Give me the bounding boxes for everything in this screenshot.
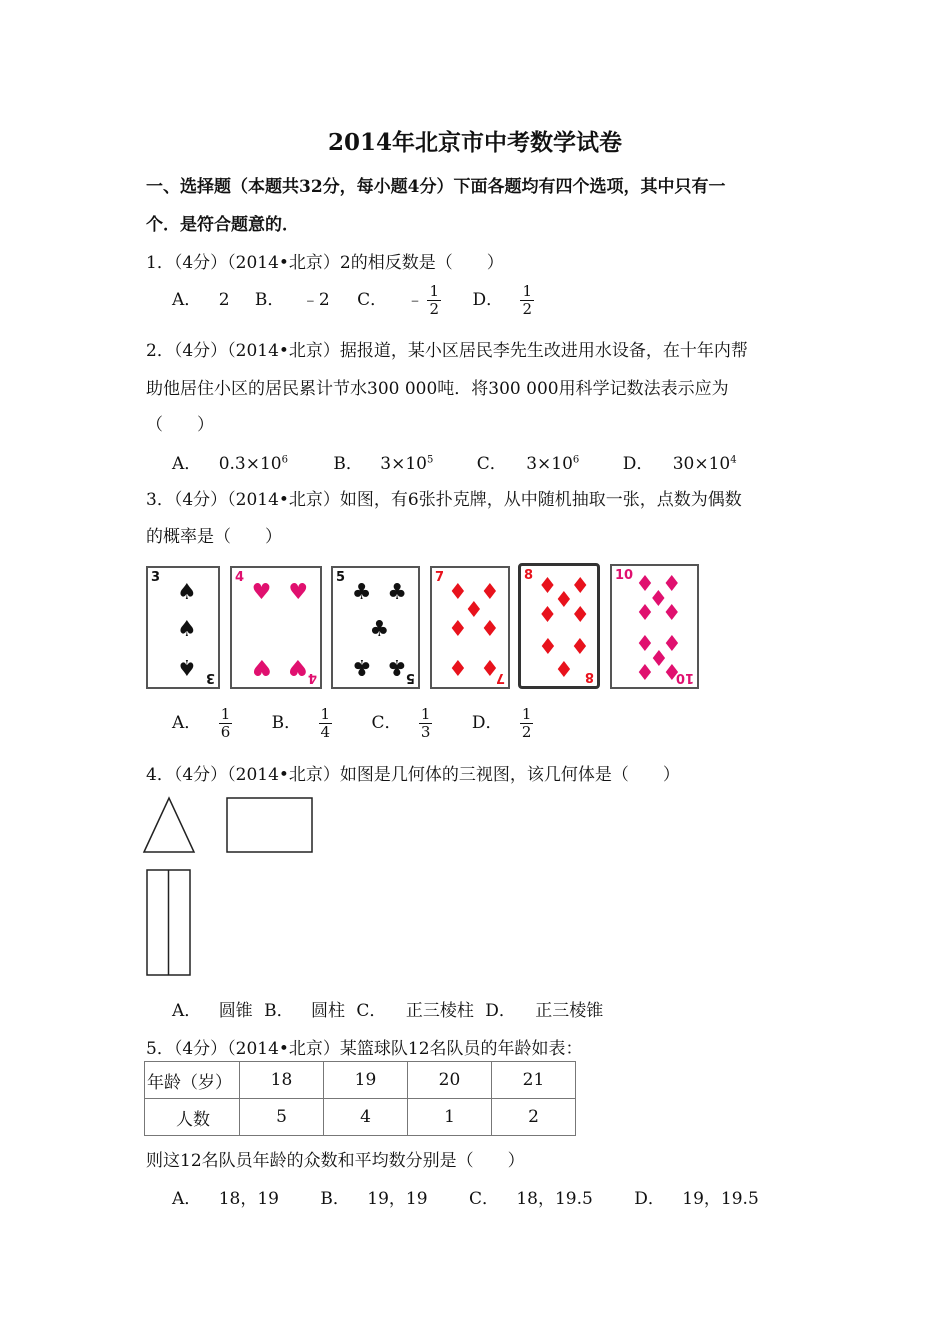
playing-card-4	[230, 566, 322, 689]
q5-option-a: 18，19	[218, 1189, 279, 1209]
three-view-drawing	[140, 794, 320, 980]
table-cell: 20	[408, 1062, 492, 1099]
side-view-rectangle	[227, 798, 312, 852]
card-suit-icon: ♦	[661, 629, 682, 654]
table-row	[145, 1062, 576, 1099]
front-view-triangle	[144, 798, 194, 852]
fraction-numerator: 1	[220, 705, 231, 723]
q2-option-d-exponent: 4	[730, 454, 737, 466]
q3-option-c-fraction	[419, 706, 433, 741]
card-suit-icon: ♠	[177, 654, 197, 680]
card-suit-icon: ♦	[635, 600, 655, 626]
card-rank: 7	[435, 570, 445, 585]
q4-option-d-label: D．	[485, 1001, 516, 1021]
card-rank: 10	[615, 568, 634, 583]
card-rank-bottom: 8	[584, 669, 594, 684]
q2-option-b-base: 3×10	[380, 454, 427, 474]
q3-option-d-label: D．	[471, 713, 503, 733]
fraction-denominator: 2	[522, 300, 533, 318]
q2-option-b-label: B．	[333, 454, 363, 474]
q4-option-c-label: C．	[356, 1001, 387, 1021]
card-suit-icon: ♦	[480, 654, 500, 680]
table-cell: 5	[240, 1099, 324, 1136]
fraction-numerator: 1	[320, 705, 331, 723]
card-suit-icon: ♦	[537, 574, 558, 600]
table-cell: 18	[240, 1062, 324, 1099]
table-cell: 4	[324, 1099, 408, 1136]
fraction-denominator: 2	[521, 723, 532, 741]
section-heading-line1: 一、选择题（本题共32分，每小题4分）下面各题均有四个选项，其中只有一	[146, 177, 726, 197]
table-row	[145, 1099, 576, 1136]
card-suit-icon: ♦	[464, 598, 484, 624]
card-rank: 4	[235, 570, 245, 585]
card-suit-icon: ♥	[288, 579, 309, 605]
card-suit-icon: ♦	[537, 603, 558, 629]
fraction-denominator: 3	[420, 723, 431, 741]
card-suit-icon: ♦	[570, 632, 591, 658]
card-suit-icon: ♦	[448, 654, 468, 680]
card-rank-bottom: 7	[495, 670, 505, 685]
q1-option-d-label: D．	[472, 290, 504, 310]
card-rank-bottom: 10	[675, 670, 694, 685]
q2-option-a-exponent: 6	[281, 454, 288, 466]
card-rank-bottom: 3	[205, 670, 215, 685]
q1-option-d-fraction	[520, 283, 534, 318]
q4-option-b: 圆柱	[311, 1001, 345, 1021]
table-cell: 2	[492, 1099, 576, 1136]
card-rank: 5	[336, 570, 346, 585]
card-suit-icon: ♦	[635, 571, 655, 597]
page-title: 2014年北京市中考数学试卷	[327, 129, 622, 156]
q1-option-b-label: B．	[254, 290, 285, 310]
q3-option-b-fraction	[319, 706, 333, 741]
q2-option-a-base: 0.3×10	[218, 454, 282, 474]
fraction-numerator: 1	[521, 705, 532, 723]
card-suit-icon: ♥	[288, 654, 309, 680]
card-suit-icon: ♥	[251, 654, 272, 680]
playing-card-8	[518, 563, 600, 689]
q2-line1: 2．（4分）（2014•北京）据报道，某小区居民李先生改进用水设备，在十年内帮	[146, 341, 748, 361]
card-suit-icon: ♣	[369, 616, 390, 642]
card-rank-bottom: 5	[405, 670, 415, 685]
q5-question: 则这12名队员年龄的众数和平均数分别是（ ）	[146, 1151, 525, 1171]
card-suit-icon: ♦	[448, 616, 468, 642]
fraction-numerator: 1	[429, 282, 440, 300]
q1-option-a-label: A．	[172, 290, 202, 310]
q5-option-a-label: A．	[172, 1189, 202, 1209]
card-suit-icon: ♣	[351, 654, 372, 680]
q5-option-c: 18，19.5	[516, 1189, 593, 1209]
q4-option-a-label: A．	[172, 1001, 202, 1021]
q2-line2: 助他居住小区的居民累计节水300 000吨．将300 000用科学记数法表示应为	[146, 379, 729, 399]
q5-stem: 5．（4分）（2014•北京）某篮球队12名队员的年龄如表：	[146, 1039, 583, 1059]
q2-line3: （ ）	[146, 415, 214, 435]
card-suit-icon: ♦	[570, 574, 591, 600]
q2-option-c-label: C．	[476, 454, 507, 474]
q2-options	[172, 449, 737, 474]
card-suit-icon: ♦	[648, 644, 669, 669]
q1-option-a: 2	[218, 290, 230, 310]
q2-option-d-base: 30×10	[672, 454, 731, 474]
q3-option-c-label: C．	[371, 713, 402, 733]
card-rank: 3	[151, 570, 161, 585]
table-header-count: 人数	[145, 1099, 240, 1136]
card-suit-icon: ♦	[554, 654, 574, 680]
q5-options	[172, 1184, 759, 1209]
q3-option-b-label: B．	[271, 713, 302, 733]
fraction-denominator: 4	[320, 723, 331, 741]
card-suit-icon: ♠	[177, 616, 197, 642]
card-suit-icon: ♦	[661, 571, 682, 597]
q1-option-b: ﹣2	[301, 290, 330, 310]
section-heading-line2: 个．是符合题意的．	[146, 215, 299, 235]
q4-stem: 4．（4分）（2014•北京）如图是几何体的三视图，该几何体是（ ）	[146, 765, 680, 785]
q2-option-c-exponent: 6	[572, 454, 580, 466]
playing-card-3	[146, 566, 220, 689]
table-cell: 21	[492, 1062, 576, 1099]
card-suit-icon: ♣	[387, 579, 408, 605]
q4-options	[172, 996, 603, 1021]
table-header-age: 年龄（岁）	[145, 1062, 240, 1099]
q4-option-d: 正三棱锥	[535, 1001, 604, 1021]
q1-stem: 1．（4分）（2014•北京）2的相反数是（ ）	[146, 253, 504, 273]
q3-options	[172, 706, 533, 741]
card-rank-bottom: 4	[307, 670, 317, 685]
card-suit-icon: ♦	[648, 586, 669, 612]
card-suit-icon: ♦	[570, 603, 591, 629]
q3-line2: 的概率是（ ）	[146, 527, 282, 547]
q5-option-d-label: D．	[634, 1189, 665, 1209]
q3-option-a-fraction	[219, 706, 233, 741]
q5-option-b: 19，19	[367, 1189, 428, 1209]
age-table	[144, 1061, 576, 1136]
card-suit-icon: ♠	[177, 579, 197, 605]
card-suit-icon: ♦	[635, 629, 655, 654]
q5-option-c-label: C．	[468, 1189, 499, 1209]
q5-option-d: 19，19.5	[682, 1189, 759, 1209]
fraction-numerator: 1	[522, 282, 533, 300]
q1-option-c-sign: ﹣	[406, 290, 424, 310]
q2-option-b-exponent: 5	[427, 454, 434, 466]
card-suit-icon: ♦	[661, 657, 682, 683]
card-suit-icon: ♦	[554, 588, 574, 614]
q5-option-b-label: B．	[320, 1189, 350, 1209]
card-suit-icon: ♣	[351, 579, 372, 605]
playing-card-7	[430, 566, 510, 689]
card-suit-icon: ♦	[635, 657, 655, 683]
q2-option-d	[673, 454, 737, 474]
card-suit-icon: ♦	[537, 632, 558, 658]
card-suit-icon: ♦	[480, 616, 500, 642]
card-suit-icon: ♣	[387, 654, 408, 680]
q4-option-a: 圆锥	[218, 1001, 253, 1021]
q3-option-a-label: A．	[172, 713, 202, 733]
card-rank: 8	[524, 568, 534, 583]
q1-option-c-label: C．	[357, 290, 388, 310]
q2-option-d-label: D．	[622, 454, 654, 474]
q2-option-c	[526, 454, 579, 474]
fraction-numerator: 1	[420, 705, 431, 723]
q2-option-c-base: 3×10	[526, 454, 573, 474]
playing-card-5	[331, 566, 420, 689]
card-suit-icon: ♦	[448, 579, 468, 605]
q3-option-d-fraction	[520, 706, 534, 741]
q1-option-c-fraction	[427, 283, 441, 318]
q2-option-a-label: A．	[172, 454, 202, 474]
q2-option-b	[380, 454, 433, 474]
q4-option-b-label: B．	[264, 1001, 294, 1021]
table-cell: 1	[408, 1099, 492, 1136]
q1-options	[172, 283, 534, 318]
playing-card-10	[610, 564, 699, 689]
card-suit-icon: ♥	[251, 579, 272, 605]
table-cell: 19	[324, 1062, 408, 1099]
card-suit-icon: ♦	[480, 579, 500, 605]
fraction-denominator: 2	[429, 300, 440, 318]
q4-option-c: 正三棱柱	[405, 1001, 474, 1021]
fraction-denominator: 6	[220, 723, 231, 741]
q2-option-a	[219, 454, 288, 474]
card-suit-icon: ♦	[661, 600, 682, 626]
q3-line1: 3．（4分）（2014•北京）如图，有6张扑克牌，从中随机抽取一张，点数为偶数	[146, 490, 742, 510]
